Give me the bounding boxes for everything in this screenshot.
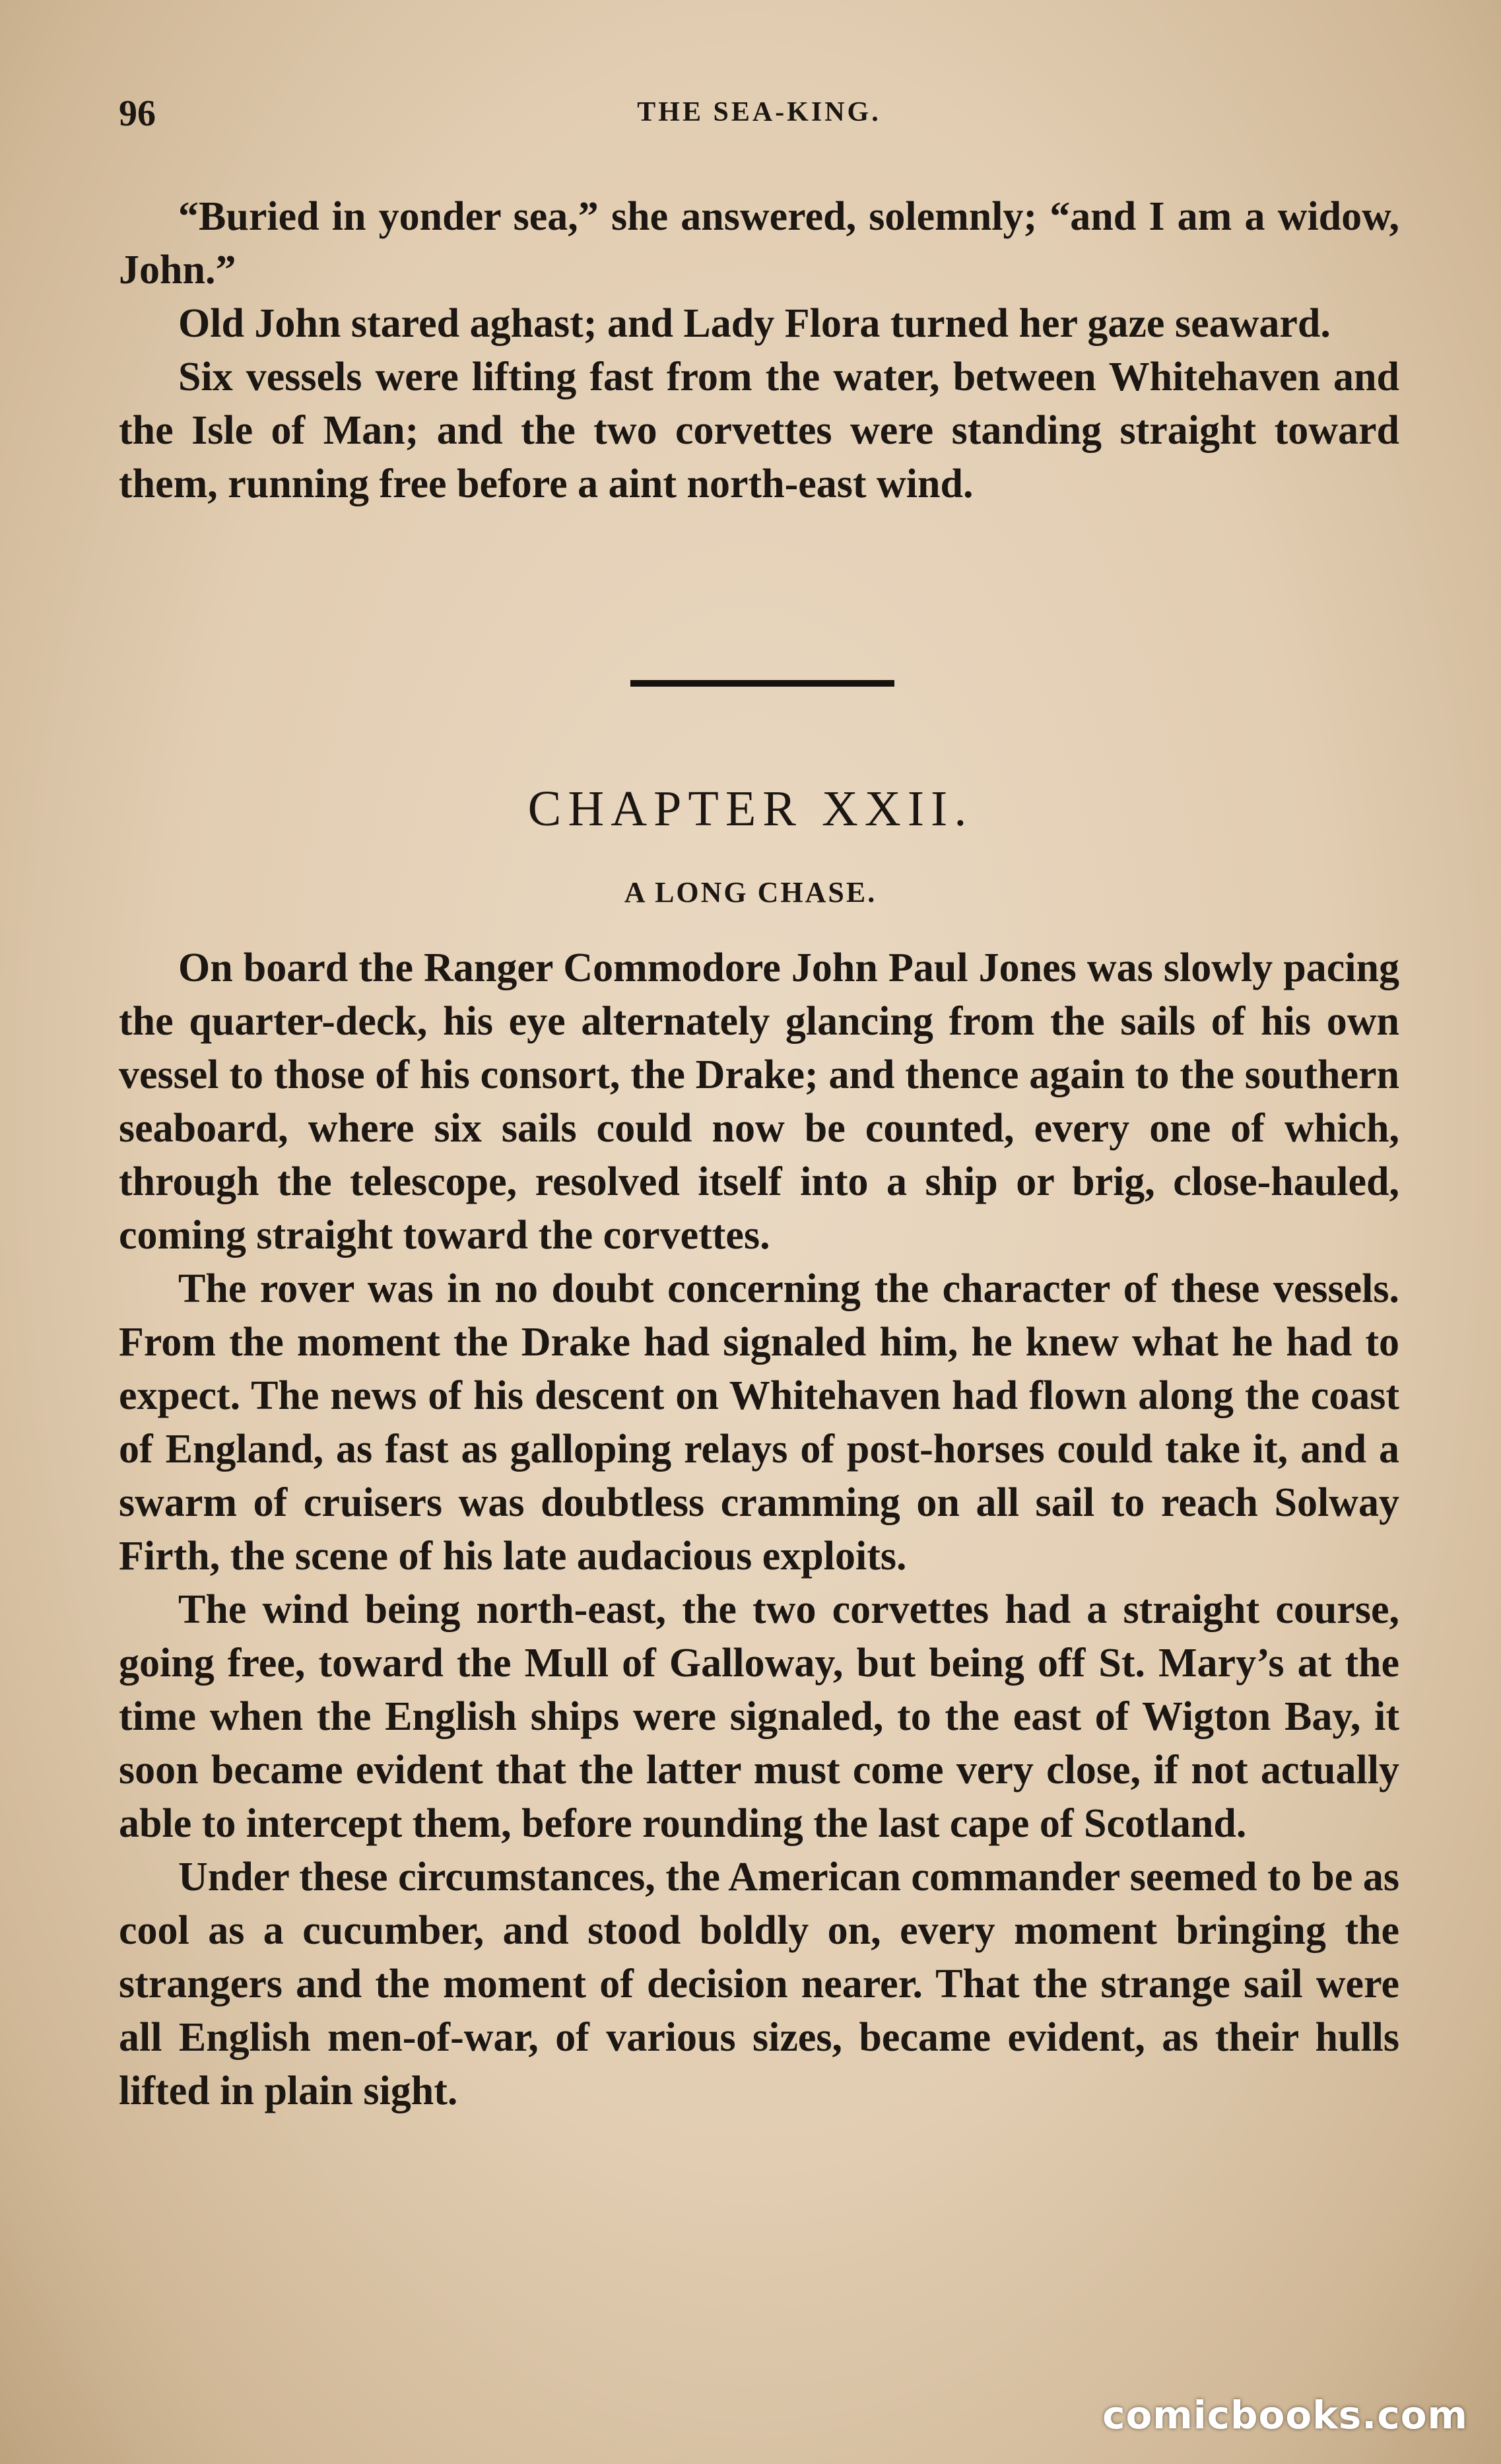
- page-number: 96: [119, 93, 156, 134]
- paragraph-circumstances: Under these circumstances, the American commander seemed to be as cool as a cucumber, and stood boldly on, every moment bringing the strangers and the moment of decision nearer. That the strange sail were all English men-of-war, of various sizes, became evident, as their hulls lifted in plain sight.: [119, 1855, 1399, 2113]
- paragraph-old-john: Old John stared aghast; and Lady Flora turned her gaze seaward.: [178, 301, 1331, 346]
- paragraph-wind: The wind being north-east, the two corvettes had a straight course, going free, toward the Mull of Galloway, but being off St. Mary’s at the time when the English ships were signaled, to the east of Wigton Bay, it soon became evident that the latter must come very close, if not actually able to intercept them, before rounding the last cape of Scotland.: [119, 1587, 1399, 1846]
- paragraph-rover: The rover was in no doubt concerning the character of these vessels. From the moment the Drake had signaled him, he knew what he had to expect. The news of his descent on Whitehaven had flown along the coast of England, as fast as galloping relays of post-horses could take it, and a swarm of cruisers was doubtless cramming on all sail to reach Solway Firth, the scene of his late audacious exploits.: [119, 1266, 1399, 1579]
- paragraph-six-vessels: Six vessels were lifting fast from the water, between Whitehaven and the Isle of Man; and the two corvettes were standing straight toward them, running free before a aint north-east wind.: [119, 355, 1399, 506]
- paragraph-on-board: On board the Ranger Commodore John Paul Jones was slowly pacing the quarter-deck, his eye alternately glancing from the sails of his own vessel to those of his consort, the Drake; and thence again to the southern seaboard, where six sails could now be counted, every one of which, through the telescope, resolved itself into a ship or brig, close-hauled, coming straight toward the corvettes.: [119, 945, 1399, 1258]
- running-head: THE SEA-KING.: [637, 97, 881, 127]
- chapter-subtitle: A LONG CHASE.: [624, 876, 877, 908]
- top-text-block: [119, 190, 1399, 511]
- chapter-body: [119, 941, 1399, 2118]
- page-header: [119, 92, 1399, 145]
- paragraph-dialogue: “Buried in yonder sea,” she answered, solemnly; “and I am a widow, John.”: [119, 194, 1399, 292]
- chapter-title: CHAPTER XXII.: [527, 781, 974, 837]
- watermark: comicbooks.com: [1102, 2393, 1468, 2438]
- section-divider: [630, 680, 894, 687]
